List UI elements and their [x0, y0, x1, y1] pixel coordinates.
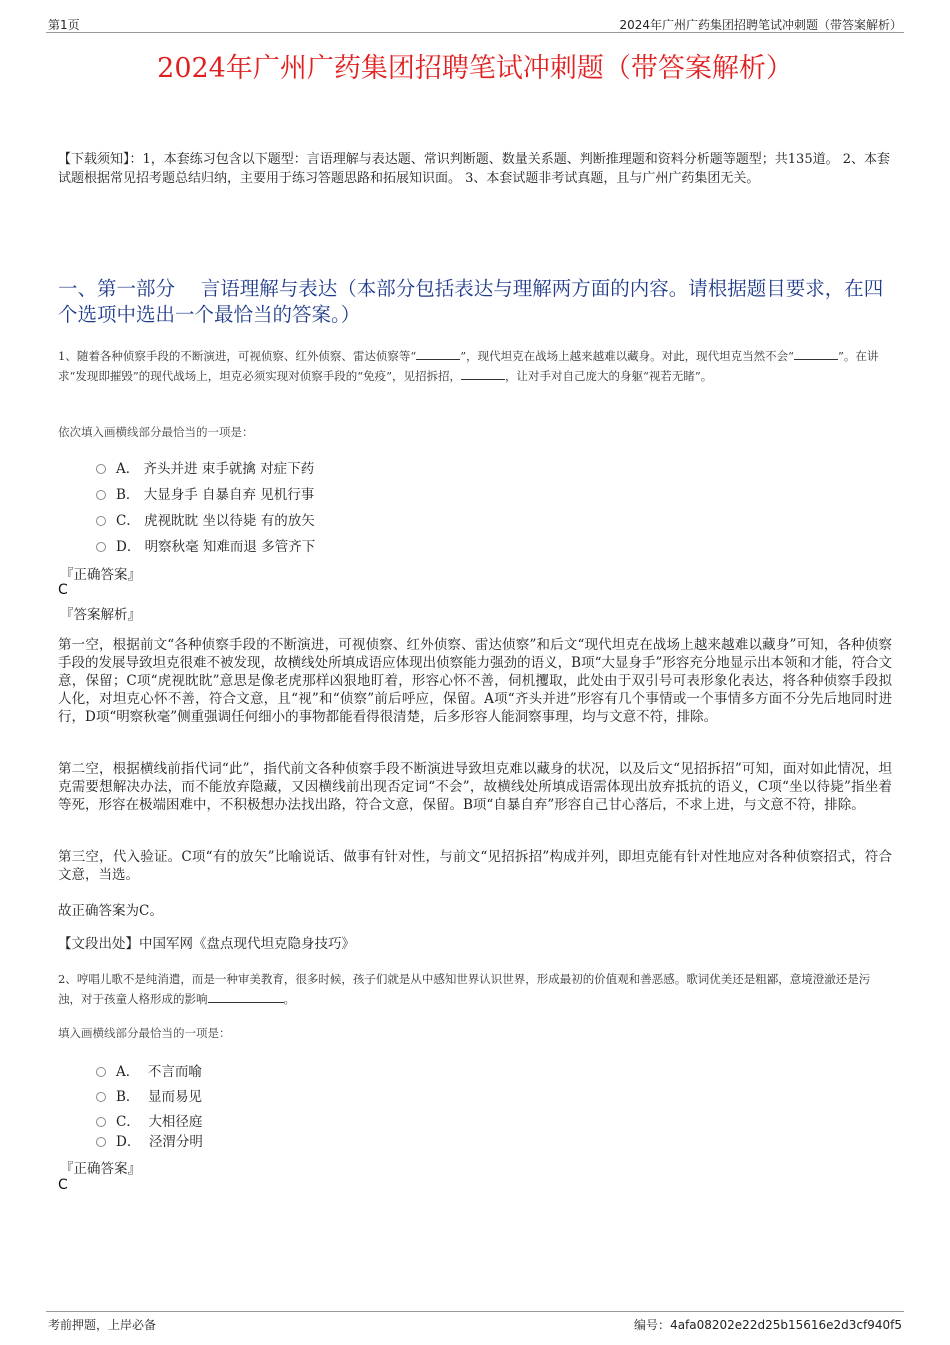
section-title: 一、第一部分 言语理解与表达（本部分包括表达与理解两方面的内容。请根据题目要求，在四个选项中选出一个最恰当的答案。）	[58, 277, 884, 326]
question-1-prompt: 依次填入画横线部分最恰当的一项是：	[58, 425, 254, 439]
radio-icon[interactable]	[96, 464, 106, 474]
q1-option-b[interactable]: B． 大显身手 自暴自弃 见机行事	[96, 483, 314, 503]
q1-answer-label: 『正确答案』	[60, 567, 141, 583]
q1-source: 【文段出处】中国军网《盘点现代坦克隐身技巧》	[58, 936, 355, 952]
q2-option-c[interactable]: C． 大相径庭	[96, 1110, 202, 1130]
radio-icon[interactable]	[96, 1067, 106, 1077]
footer-code: 编号：4afa08202e22d25b15616e2d3cf940f5	[634, 1318, 902, 1332]
page-header	[46, 14, 904, 33]
q1-analysis-label: 『答案解析』	[60, 607, 141, 623]
blank-1	[416, 347, 460, 360]
q2-option-a[interactable]: A． 不言而喻	[96, 1060, 202, 1080]
radio-icon[interactable]	[96, 1137, 106, 1147]
blank-3	[461, 367, 505, 380]
q2-answer: C	[58, 1177, 68, 1193]
question-1-stem: 1、随着各种侦察手段的不断演进，可视侦察、红外侦察、雷达侦察等“ ”，现代坦克在战场上越来越难以藏身。对此，现代坦克当然不会“ ”。在讲求“发现即摧毁”的现代战场上，坦克必须实现对侦察手段的“免疫”，见招拆招， ，让对手对自己庞大的身躯“视若无睹”。	[58, 349, 879, 383]
q1-answer: C	[58, 582, 68, 598]
radio-icon[interactable]	[96, 490, 106, 500]
radio-icon[interactable]	[96, 1117, 106, 1127]
q1-analysis-paragraph-2: 第二空，根据横线前指代词“此”，指代前文各种侦察手段不断演进导致坦克难以藏身的状况，以及后文“见招拆招”可知，面对如此情况，坦克需要想解决办法，而不能放弃隐藏，又因横线前出现否定词“不会”，故横线处所填成语需体现出放弃抵抗的语义，C项“坐以待毙”指坐着等死，形容在极端困难中，不积极想办法找出路，符合文意，保留。B项“自暴自弃”形容自己甘心落后，不求上进，与文意不符，排除。	[58, 761, 892, 813]
download-notice: 【下载须知】：1，本套练习包含以下题型：言语理解与表达题、常识判断题、数量关系题、判断推理题和资料分析题等题型；共135道。 2、本套试题根据常见招考题总结归纳，主要用于练习答题思路和拓展知识面。 3、本套试题非考试真题，且与广州广药集团无关。	[58, 152, 890, 186]
q1-option-d[interactable]: D． 明察秋毫 知难而退 多管齐下	[96, 535, 315, 555]
radio-icon[interactable]	[96, 542, 106, 552]
page-number: 第1页	[48, 18, 80, 32]
header-doc-title: 2024年广州广药集团招聘笔试冲刺题（带答案解析）	[619, 18, 902, 32]
q2-answer-label: 『正确答案』	[60, 1161, 141, 1177]
blank-2	[794, 347, 838, 360]
radio-icon[interactable]	[96, 1092, 106, 1102]
q2-option-b[interactable]: B． 显而易见	[96, 1085, 202, 1105]
q1-option-a[interactable]: A． 齐头并进 束手就擒 对症下药	[96, 457, 314, 477]
question-2-prompt: 填入画横线部分最恰当的一项是：	[58, 1026, 231, 1040]
q1-conclusion: 故正确答案为C。	[58, 903, 163, 919]
footer-slogan: 考前押题，上岸必备	[48, 1318, 157, 1332]
q1-option-c[interactable]: C． 虎视眈眈 坐以待毙 有的放矢	[96, 509, 315, 529]
q1-analysis-paragraph-1: 第一空，根据前文“各种侦察手段的不断演进，可视侦察、红外侦察、雷达侦察”和后文“现代坦克在战场上越来越难以藏身”可知，各种侦察手段的发展导致坦克很难不被发现，故横线处所填成语应体现出侦察能力强劲的语义，B项“大显身手”形容充分地显示出本领和才能，符合文意，保留；C项“虎视眈眈”意思是像老虎那样凶狠地盯着，形容心怀不善，伺机攫取，此处由于双引号可表形象化表达，将各种侦察手段拟人化，对坦克心怀不善，符合文意，且“视”和“侦察”前后呼应，保留。A项“齐头并进”形容有几个事情或一个事情多方面不分先后地同时进行，D项“明察秋毫”侧重强调任何细小的事物都能看得很清楚，后多形容人能洞察事理，均与文意不符，排除。	[58, 637, 892, 725]
blank-1	[208, 990, 284, 1003]
q1-analysis-paragraph-3: 第三空，代入验证。C项“有的放矢”比喻说话、做事有针对性，与前文“见招拆招”构成并列，即坦克能有针对性地应对各种侦察招式，符合文意，当选。	[58, 849, 892, 883]
q2-option-d[interactable]: D． 泾渭分明	[96, 1130, 203, 1150]
radio-icon[interactable]	[96, 516, 106, 526]
question-2-stem: 2、哼唱儿歌不是纯消遣，而是一种审美教育，很多时候，孩子们就是从中感知世界认识世界，形成最初的价值观和善恶感。歌词优美还是粗鄙，意境澄澈还是污浊，对于孩童人格形成的影响 。	[58, 972, 871, 1006]
page-footer	[46, 1311, 904, 1332]
document-title: 2024年广州广药集团招聘笔试冲刺题（带答案解析）	[157, 53, 793, 84]
